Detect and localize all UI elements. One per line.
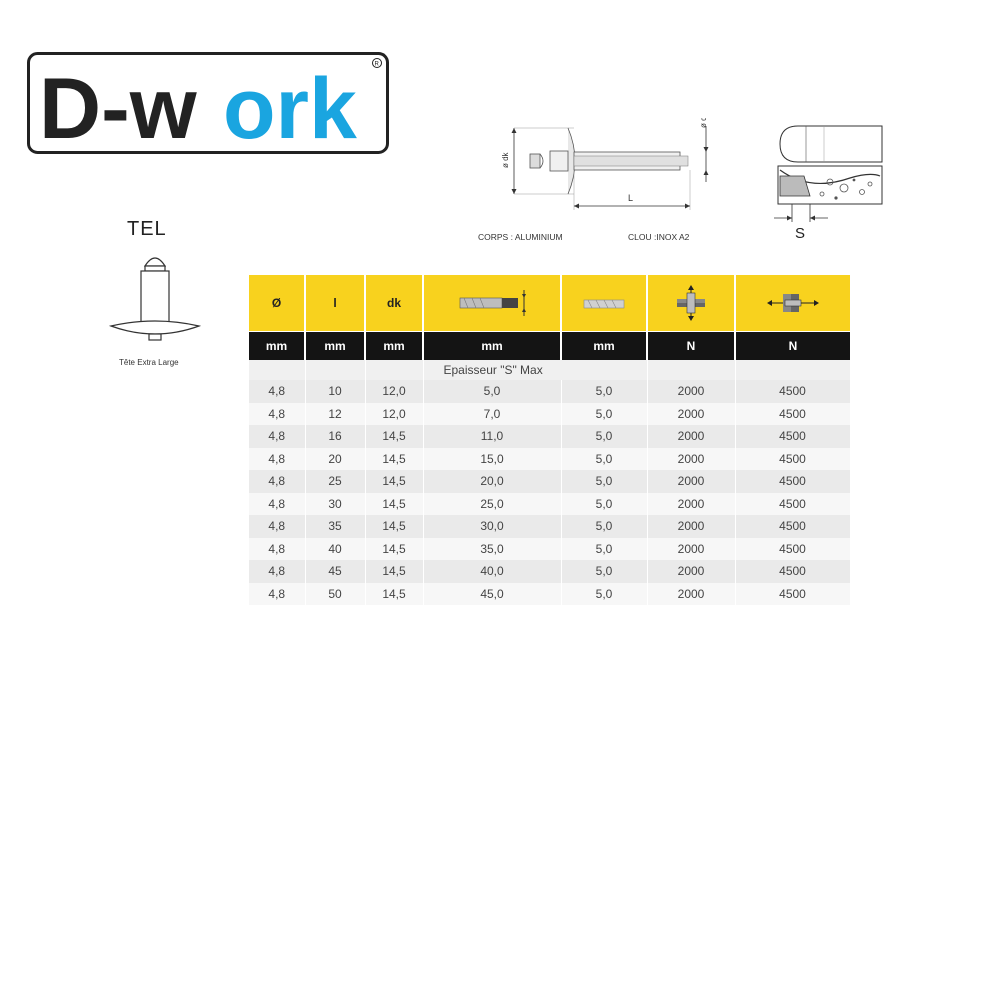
table-cell: 5,0 bbox=[561, 515, 647, 538]
table-cell: 12,0 bbox=[365, 403, 423, 426]
col-dk-header: dk bbox=[365, 275, 423, 332]
table-cell: 2000 bbox=[647, 380, 735, 403]
table-cell: 2000 bbox=[647, 538, 735, 561]
d-dim-label: ø d bbox=[699, 118, 708, 128]
body-material-label: CORPS : ALUMINIUM bbox=[478, 232, 563, 242]
table-cell: 4,8 bbox=[249, 560, 305, 583]
table-cell: 2000 bbox=[647, 448, 735, 471]
table-cell: 4500 bbox=[735, 470, 850, 493]
table-cell: 4,8 bbox=[249, 470, 305, 493]
col-drill-header bbox=[561, 275, 647, 332]
col-diameter-header: Ø bbox=[249, 275, 305, 332]
table-cell: 5,0 bbox=[561, 448, 647, 471]
table-row bbox=[249, 425, 850, 448]
table-cell: 14,5 bbox=[365, 448, 423, 471]
unit-cell: mm bbox=[305, 332, 365, 361]
spec-table bbox=[249, 275, 851, 605]
table-body bbox=[249, 380, 850, 605]
table-cell: 4500 bbox=[735, 560, 850, 583]
table-cell: 14,5 bbox=[365, 493, 423, 516]
table-cell: 5,0 bbox=[561, 560, 647, 583]
table-row bbox=[249, 583, 850, 606]
col-grip-header bbox=[423, 275, 561, 332]
table-cell: 4,8 bbox=[249, 583, 305, 606]
drill-icon bbox=[574, 288, 634, 318]
table-cell: 20,0 bbox=[423, 470, 561, 493]
table-cell: 50 bbox=[305, 583, 365, 606]
table-cell: 14,5 bbox=[365, 515, 423, 538]
grip-range-icon bbox=[452, 288, 532, 318]
table-cell: 14,5 bbox=[365, 583, 423, 606]
unit-cell: mm bbox=[423, 332, 561, 361]
table-cell: 20 bbox=[305, 448, 365, 471]
table-row bbox=[249, 515, 850, 538]
unit-row bbox=[249, 332, 850, 361]
table-cell: 4500 bbox=[735, 493, 850, 516]
table-cell: 4500 bbox=[735, 380, 850, 403]
table-cell: 30,0 bbox=[423, 515, 561, 538]
table-cell: 35,0 bbox=[423, 538, 561, 561]
table-cell: 5,0 bbox=[423, 380, 561, 403]
table-cell: 2000 bbox=[647, 470, 735, 493]
table-row bbox=[249, 493, 850, 516]
col-tensile-header bbox=[735, 275, 850, 332]
table-cell: 4,8 bbox=[249, 448, 305, 471]
table-cell: 12 bbox=[305, 403, 365, 426]
shear-icon bbox=[671, 283, 711, 323]
table-cell: 45,0 bbox=[423, 583, 561, 606]
table-cell: 25 bbox=[305, 470, 365, 493]
table-cell: 14,5 bbox=[365, 470, 423, 493]
col-length-header: l bbox=[305, 275, 365, 332]
table-cell: 12,0 bbox=[365, 380, 423, 403]
unit-cell: N bbox=[735, 332, 850, 361]
table-cell: 5,0 bbox=[561, 538, 647, 561]
table-cell: 14,5 bbox=[365, 538, 423, 561]
subheader-row bbox=[249, 360, 850, 380]
product-code: TEL bbox=[127, 218, 167, 240]
table-cell: 5,0 bbox=[561, 425, 647, 448]
table-cell: 35 bbox=[305, 515, 365, 538]
table-cell: 2000 bbox=[647, 425, 735, 448]
table-cell: 25,0 bbox=[423, 493, 561, 516]
table-cell: 4,8 bbox=[249, 538, 305, 561]
unit-cell: mm bbox=[249, 332, 305, 361]
table-cell: 16 bbox=[305, 425, 365, 448]
table-cell: 14,5 bbox=[365, 560, 423, 583]
table-cell: 30 bbox=[305, 493, 365, 516]
table-cell: 4500 bbox=[735, 403, 850, 426]
table-cell: 4,8 bbox=[249, 380, 305, 403]
table-cell: 4,8 bbox=[249, 493, 305, 516]
table-row bbox=[249, 448, 850, 471]
table-cell: 2000 bbox=[647, 403, 735, 426]
table-cell: 4500 bbox=[735, 538, 850, 561]
table-cell: 4,8 bbox=[249, 403, 305, 426]
table-cell: 4,8 bbox=[249, 515, 305, 538]
header-row bbox=[249, 275, 850, 332]
dk-dim-label: ø dk bbox=[501, 152, 510, 168]
mandrel-material-label: CLOU :INOX A2 bbox=[628, 232, 690, 242]
length-dim-label: L bbox=[628, 193, 634, 203]
col-shear-header bbox=[647, 275, 735, 332]
table-cell: 4,8 bbox=[249, 425, 305, 448]
logo-wordmark-dark: D-w bbox=[39, 61, 197, 154]
s-dim-label: S bbox=[795, 225, 806, 242]
table-cell: 11,0 bbox=[423, 425, 561, 448]
table-cell: 4500 bbox=[735, 425, 850, 448]
head-type-label: Tête Extra Large bbox=[119, 358, 179, 367]
table-cell: 4500 bbox=[735, 583, 850, 606]
table-cell: 5,0 bbox=[561, 470, 647, 493]
unit-cell: mm bbox=[365, 332, 423, 361]
table-cell: 5,0 bbox=[561, 403, 647, 426]
table-cell: 4500 bbox=[735, 448, 850, 471]
table-row bbox=[249, 470, 850, 493]
table-cell: 10 bbox=[305, 380, 365, 403]
unit-cell: N bbox=[647, 332, 735, 361]
table-cell: 45 bbox=[305, 560, 365, 583]
svg-text:R: R bbox=[374, 61, 379, 68]
table-row bbox=[249, 538, 850, 561]
table-row bbox=[249, 560, 850, 583]
table-cell: 5,0 bbox=[561, 583, 647, 606]
installed-rivet-section-drawing bbox=[770, 122, 886, 246]
table-cell: 40,0 bbox=[423, 560, 561, 583]
table-cell: 2000 bbox=[647, 583, 735, 606]
brand-logo bbox=[27, 52, 389, 154]
rivet-side-view bbox=[105, 246, 205, 348]
logo-wordmark-blue: ork bbox=[223, 61, 357, 154]
tensile-icon bbox=[765, 288, 821, 318]
table-row bbox=[249, 403, 850, 426]
table-cell: 7,0 bbox=[423, 403, 561, 426]
unit-cell: mm bbox=[561, 332, 647, 361]
table-cell: 15,0 bbox=[423, 448, 561, 471]
table-cell: 2000 bbox=[647, 560, 735, 583]
table-cell: 2000 bbox=[647, 515, 735, 538]
table-cell: 2000 bbox=[647, 493, 735, 516]
table-cell: 14,5 bbox=[365, 425, 423, 448]
table-cell: 40 bbox=[305, 538, 365, 561]
grip-thickness-subheader: Epaisseur "S" Max bbox=[423, 360, 647, 380]
table-row bbox=[249, 380, 850, 403]
table-cell: 4500 bbox=[735, 515, 850, 538]
rivet-dimension-drawing bbox=[500, 118, 716, 218]
table-cell: 5,0 bbox=[561, 493, 647, 516]
table-cell: 5,0 bbox=[561, 380, 647, 403]
